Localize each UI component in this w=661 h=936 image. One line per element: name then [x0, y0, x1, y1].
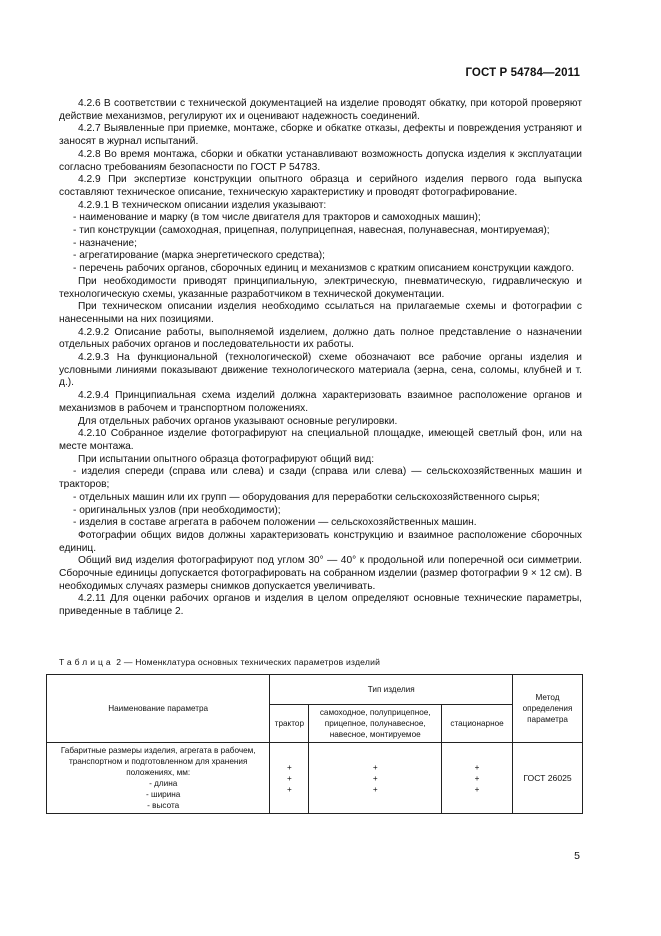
row-sub-height: - высота [147, 801, 180, 810]
header-tractor: трактор [270, 705, 309, 743]
paragraph: При испытании опытного образца фотографируют общий вид: [78, 453, 375, 465]
list-item: - оригинальных узлов (при необходимости); [73, 504, 281, 516]
header-self-propelled: самоходное, полуприцепное, прицепное, полунавесное, навесное, монтируемое [309, 705, 442, 743]
mark-tractor-width: + [286, 773, 292, 783]
cell-stationary [442, 743, 513, 814]
page-number: 5 [574, 850, 580, 862]
mark-self-length: + [372, 762, 378, 772]
paragraph: При техническом описании изделия необходимо ссылаться на прилагаемые схемы и фотографии с нанесенными на них позициями. [59, 301, 582, 325]
list-item: - агрегатирование (марка энергетического средства); [73, 250, 325, 262]
list-item: - перечень рабочих органов, сборочных единиц и механизмов с кратким описанием конструкции каждого. [73, 263, 575, 275]
header-stationary: стационарное [442, 705, 513, 743]
mark-stationary-width: + [474, 773, 480, 783]
list-item: - изделия в составе агрегата в рабочем положении — сельскохозяйственных машин. [73, 517, 477, 529]
paragraph: Для отдельных рабочих органов указывают основные регулировки. [78, 415, 398, 427]
cell-self-propelled [309, 743, 442, 814]
mark-self-height: + [372, 784, 378, 794]
mark-tractor-length: + [286, 762, 292, 772]
list-item: - изделия спереди (справа или слева) и сзади (справа или слева) — сельскохозяйственных машин и тракторов; [59, 466, 582, 491]
paragraph: 4.2.10 Собранное изделие фотографируют на специальной площадке, имеющей светлый фон, или на месте монтажа. [59, 428, 582, 452]
paragraph: Фотографии общих видов должны характеризовать конструкцию и взаимное расположение сборочных единиц. [59, 529, 582, 554]
paragraph: 4.2.9.1 В техническом описании изделия указывают: [78, 199, 327, 211]
paragraph: 4.2.6 В соответствии с технической документацией на изделие проводят обкатку, при которой проверяют действие механизмов, регулируют их и оценивают надежность соединений. [59, 98, 582, 122]
table-caption [59, 657, 380, 667]
paragraph: Общий вид изделия фотографируют под углом 30° — 40° к продольной или поперечной оси симметрии. Сборочные единицы допускается фотографировать на собранном изделии (размер фотографии 9 × 12 см). В необходимых случаях размеры снимков допускается увеличивать. [59, 555, 582, 592]
document-code: ГОСТ Р 54784—2011 [465, 67, 580, 79]
parameters-table [46, 674, 583, 814]
mark-stationary-length: + [474, 762, 480, 772]
mark-tractor-height: + [286, 784, 292, 794]
row-sub-width: - ширина [146, 790, 181, 799]
paragraph: При необходимости приводят принципиальную, электрическую, пневматическую, гидравлическую и технологическую схемы, указанные разработчиком в технической документации. [59, 275, 582, 300]
list-item: - отдельных машин или их групп — оборудования для переработки сельскохозяйственного сырья; [73, 491, 540, 503]
header-method: Метод определения параметра [513, 675, 583, 743]
paragraph: 4.2.9.2 Описание работы, выполняемой изделием, должно дать полное представление о назначении отдельных рабочих органов и последовательности их работы. [59, 326, 582, 351]
paragraph: 4.2.9.4 Принципиальная схема изделий должна характеризовать взаимное расположение органов и механизмов в рабочем и транспортном положениях. [59, 390, 582, 414]
cell-method: ГОСТ 26025 [513, 743, 583, 814]
table-caption-text: 2 — Номенклатура основных технических параметров изделий [116, 657, 381, 667]
list-item: - назначение; [73, 237, 137, 249]
row-sub-length: - длина [149, 779, 178, 788]
paragraph: 4.2.11 Для оценки рабочих органов и изделия в целом определяют основные технические параметры, приведенные в таблице 2. [59, 593, 582, 618]
row-parameter-name [47, 743, 270, 814]
row-parameter-main: Габаритные размеры изделия, агрегата в рабочем, транспортном и подготовленном для хранения положениях, мм: [60, 746, 256, 777]
mark-stationary-height: + [474, 784, 480, 794]
paragraph: 4.2.8 Во время монтажа, сборки и обкатки устанавливают возможность допуска изделия к эксплуатации согласно требованиям безопасности по ГОСТ Р 54783. [59, 148, 582, 173]
table-caption-word: Таблица [59, 657, 114, 667]
header-product-type: Тип изделия [270, 675, 513, 705]
list-item: - тип конструкции (самоходная, прицепная, полуприцепная, навесная, полунавесная, монтируемая); [73, 225, 550, 237]
paragraph: 4.2.9 При экспертизе конструкции опытного образца и серийного изделия первого года выпуска составляют техническое описание, техническую характеристику и проводят фотографирование. [59, 174, 582, 198]
body-text [59, 98, 582, 619]
cell-tractor [270, 743, 309, 814]
paragraph: 4.2.9.3 На функциональной (технологической) схеме обозначают все рабочие органы изделия и условными линиями показывают движение технологического материала (зерна, сена, соломы, клубней и т. д.). [59, 352, 582, 389]
paragraph: 4.2.7 Выявленные при приемке, монтаже, сборке и обкатке отказы, дефекты и повреждения устраняют и заносят в журнал испытаний. [59, 123, 582, 148]
list-item: - наименование и марку (в том числе двигателя для тракторов и самоходных машин); [73, 212, 481, 224]
mark-self-width: + [372, 773, 378, 783]
header-parameter-name: Наименование параметра [47, 675, 270, 743]
